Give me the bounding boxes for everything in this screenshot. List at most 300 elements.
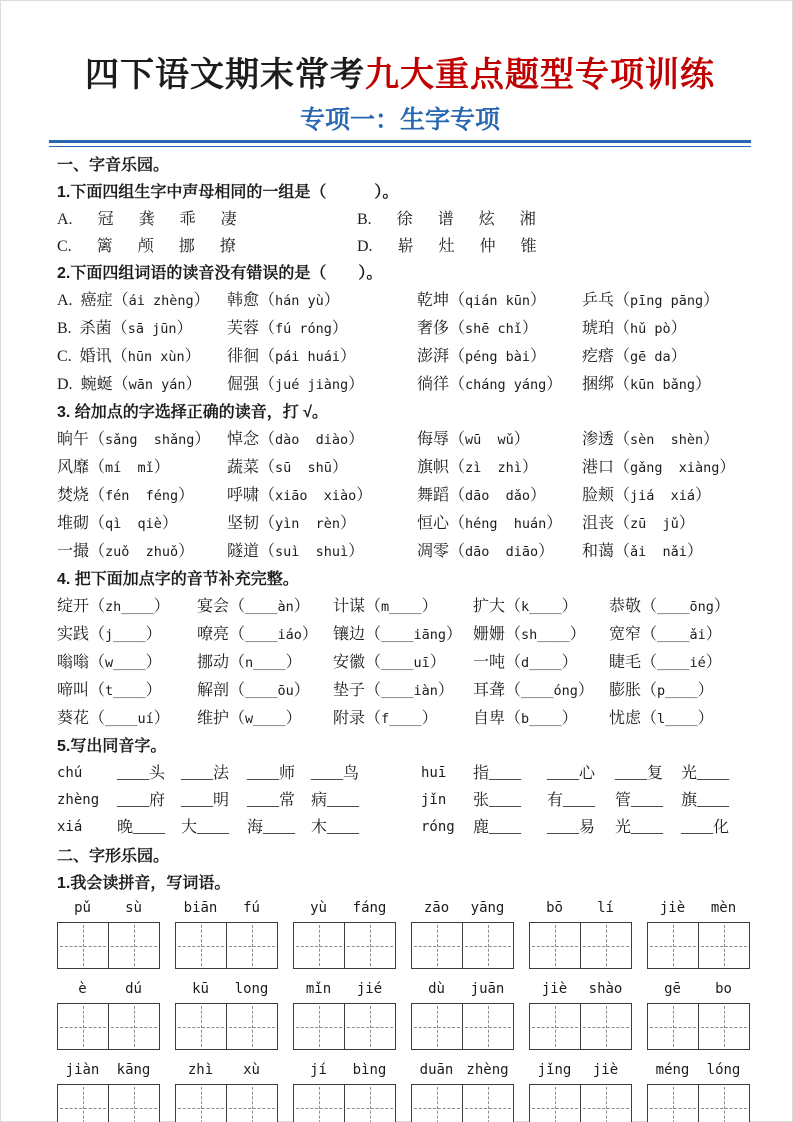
word-text: 安徽（ — [333, 654, 382, 672]
write-group — [529, 900, 632, 969]
q2-row — [57, 371, 743, 399]
option-row — [357, 206, 743, 233]
page-subtitle: 专项一：生字专项 — [299, 106, 500, 135]
word-item — [227, 426, 417, 454]
word-text: ） — [561, 598, 578, 616]
homophone-item: 光____ — [681, 765, 730, 783]
word-text: 徘徊（ — [227, 348, 276, 366]
writing-grid — [647, 922, 750, 969]
writing-cell — [580, 1085, 631, 1122]
homophone-item: ____头 — [117, 765, 166, 783]
word-text: 旗帜（ — [417, 459, 466, 477]
pinyin-syllable: jǐng — [537, 1062, 572, 1079]
word-text: 镶边（ — [333, 626, 382, 644]
pinyin-syllable: dù — [428, 981, 445, 998]
writing-cell — [226, 1004, 277, 1049]
homophone-item: 指____ — [473, 765, 522, 783]
word-text: ） — [697, 682, 714, 700]
writing-cell — [462, 923, 513, 968]
write-group — [529, 1062, 632, 1122]
pinyin-text: fú róng — [275, 321, 332, 338]
word-text: 港口（ — [582, 459, 631, 477]
pinyin-pair — [529, 981, 632, 1003]
pinyin-syllable: jié — [356, 981, 383, 998]
word-text: 绽开（ — [57, 598, 106, 616]
pinyin-text: pīng pāng — [630, 293, 704, 310]
word-text: 宽窄（ — [609, 626, 658, 644]
q1-options — [57, 206, 743, 260]
pinyin-pair — [411, 900, 514, 922]
word-text: ） — [530, 487, 547, 505]
writing-grid — [411, 1084, 514, 1122]
write-group — [647, 1062, 750, 1122]
write-group — [647, 981, 750, 1050]
pinyin-text: qì qiè — [105, 516, 162, 533]
word-item — [609, 649, 743, 677]
word-text: ） — [185, 376, 202, 394]
word-item — [609, 705, 743, 733]
word-text: ） — [546, 515, 563, 533]
writing-grid-rows — [57, 900, 743, 1122]
option-char: 灶 — [438, 238, 455, 256]
word-text: 扩大（ — [473, 598, 522, 616]
word-item — [417, 343, 582, 371]
pinyin-label: huī — [421, 765, 447, 782]
pinyin-syllable: pǔ — [74, 900, 91, 917]
word-text: 舞蹈（ — [417, 487, 466, 505]
writing-cell — [58, 923, 108, 968]
pinyin-pair — [647, 981, 750, 1003]
word-item — [417, 315, 582, 343]
pinyin-text: yìn rèn — [275, 516, 341, 533]
word-text: ） — [546, 376, 563, 394]
writing-cell — [58, 1004, 108, 1049]
writing-grid — [293, 1003, 396, 1050]
word-item — [417, 482, 582, 510]
pinyin-text: wān yán — [128, 377, 186, 394]
writing-grid — [529, 1003, 632, 1050]
word-text: ） — [331, 459, 348, 477]
word-text: ） — [285, 710, 302, 728]
word-text: 嗡嗡（ — [57, 654, 106, 672]
pinyin-text: l____ — [657, 711, 698, 728]
homophone-item: ____明 — [181, 792, 230, 810]
word-item — [57, 315, 227, 343]
pinyin-text: jué jiàng — [275, 377, 349, 394]
pinyin-syllable: sù — [125, 900, 142, 917]
option-char: 凄 — [220, 211, 237, 229]
word-text: ） — [194, 431, 211, 449]
pinyin-syllable: shào — [588, 981, 623, 998]
word-text: ） — [161, 515, 178, 533]
writing-cell — [698, 923, 749, 968]
write-row — [57, 981, 743, 1050]
q4-stem: 4. 把下面加点字的音节补充完整。 — [57, 571, 299, 589]
word-item — [582, 287, 743, 315]
word-text: 呼啸（ — [227, 487, 276, 505]
option-char: 龚 — [138, 211, 155, 229]
word-text: ） — [695, 376, 712, 394]
pinyin-pair — [57, 1062, 160, 1084]
writing-cell — [344, 1004, 395, 1049]
write-group — [57, 900, 160, 969]
word-text: 忧虑（ — [609, 710, 658, 728]
pinyin-syllable: bō — [546, 900, 563, 917]
word-item — [227, 315, 417, 343]
word-text: ） — [293, 598, 310, 616]
word-item — [57, 343, 227, 371]
write-group — [411, 1062, 514, 1122]
word-item — [333, 649, 473, 677]
pinyin-pair — [529, 1062, 632, 1084]
word-item — [57, 538, 227, 566]
word-text: 一撮（ — [57, 543, 106, 561]
word-text: ） — [348, 376, 365, 394]
word-item — [57, 287, 227, 315]
q2-row — [57, 287, 743, 315]
word-text: ） — [348, 431, 365, 449]
word-item — [609, 677, 743, 705]
homophone-item: ____府 — [117, 792, 166, 810]
option-row — [357, 233, 743, 260]
writing-cell — [412, 923, 462, 968]
pinyin-text: gē da — [630, 349, 671, 366]
pinyin-syllable: yù — [310, 900, 327, 917]
option-char: 挪 — [178, 238, 195, 256]
word-text: 癌症（ — [80, 292, 129, 310]
pinyin-text: shē chǐ — [465, 321, 522, 338]
word-text: ） — [561, 710, 578, 728]
word-text: 维护（ — [197, 710, 246, 728]
option-char: 谱 — [437, 211, 454, 229]
pinyin-text: ____iáo — [245, 627, 302, 644]
word-text: ） — [521, 320, 538, 338]
pinyin-text: sèn shèn — [630, 432, 704, 449]
q3-row — [57, 538, 743, 566]
pinyin-syllable: zāo — [423, 900, 450, 917]
pinyin-text: gǎng xiàng — [630, 460, 720, 477]
word-text: ） — [340, 348, 357, 366]
pinyin-syllable: bìng — [352, 1062, 387, 1079]
word-item — [227, 482, 417, 510]
word-text: 蔬菜（ — [227, 459, 276, 477]
word-item — [197, 593, 333, 621]
pinyin-pair — [411, 1062, 514, 1084]
homophone-item: ____师 — [247, 765, 296, 783]
pinyin-text: sh____ — [521, 627, 570, 644]
pinyin-pair — [647, 900, 750, 922]
writing-cell — [698, 1004, 749, 1049]
pinyin-syllable: zhèng — [466, 1062, 509, 1079]
homophone-item: 管____ — [615, 792, 664, 810]
word-text: 挪动（ — [197, 654, 246, 672]
word-text: ） — [521, 459, 538, 477]
homophone-item: ____常 — [247, 792, 296, 810]
pinyin-text: kūn bǎng — [630, 377, 696, 394]
write-group — [293, 981, 396, 1050]
pinyin-text: fén féng — [105, 488, 179, 505]
pinyin-syllable: jiè — [659, 900, 686, 917]
homophone-item: ____法 — [181, 765, 230, 783]
pinyin-syllable: méng — [655, 1062, 690, 1079]
pinyin-text: pái huái — [275, 349, 341, 366]
word-item — [473, 705, 609, 733]
pinyin-label: xiá — [57, 819, 83, 836]
word-text: 澎湃（ — [417, 348, 466, 366]
pinyin-syllable: kāng — [116, 1062, 151, 1079]
pinyin-syllable: biān — [183, 900, 218, 917]
word-text: ） — [153, 598, 170, 616]
word-item — [227, 510, 417, 538]
word-item — [417, 371, 582, 399]
pinyin-text: xiāo xiào — [275, 488, 357, 505]
pinyin-text: ái zhèng — [128, 293, 194, 310]
pinyin-text: f____ — [381, 711, 422, 728]
pinyin-text: wū wǔ — [465, 432, 514, 449]
writing-grid — [175, 1003, 278, 1050]
word-text: 垫子（ — [333, 682, 382, 700]
word-text: ） — [705, 654, 722, 672]
word-item — [57, 621, 197, 649]
writing-cell — [344, 1085, 395, 1122]
writing-cell — [176, 1085, 226, 1122]
word-text: ） — [145, 626, 162, 644]
writing-grid — [57, 922, 160, 969]
word-text: ） — [713, 598, 730, 616]
pinyin-text: péng bài — [465, 349, 531, 366]
word-text: ） — [184, 348, 201, 366]
writing-cell — [294, 1004, 344, 1049]
word-text: 堆砌（ — [57, 515, 106, 533]
homophone-item: 晚____ — [117, 819, 166, 837]
word-item — [197, 705, 333, 733]
pinyin-syllable: mǐn — [305, 981, 332, 998]
word-item — [57, 510, 227, 538]
writing-cell — [344, 923, 395, 968]
pinyin-syllable: jiàn — [65, 1062, 100, 1079]
word-text: ） — [145, 654, 162, 672]
pinyin-text: b____ — [521, 711, 562, 728]
option-label: C. — [57, 238, 72, 256]
writing-cell — [648, 923, 698, 968]
word-text: ） — [331, 320, 348, 338]
q1-stem: 1.下面四组生字中声母相同的一组是（ ）。 — [57, 184, 399, 202]
word-text: ） — [703, 292, 720, 310]
writing-cell — [648, 1085, 698, 1122]
word-text: ） — [697, 710, 714, 728]
page-title — [57, 56, 743, 95]
word-item — [333, 705, 473, 733]
pinyin-text: qián kūn — [465, 293, 531, 310]
word-text: 蜿蜒（ — [80, 376, 129, 394]
word-item — [582, 538, 743, 566]
word-text: ） — [577, 682, 594, 700]
word-item — [227, 538, 417, 566]
pinyin-pair — [175, 1062, 278, 1084]
pinyin-text: héng huán — [465, 516, 547, 533]
word-text: ） — [695, 487, 712, 505]
writing-grid — [647, 1084, 750, 1122]
word-text: ） — [421, 710, 438, 728]
word-text: 啼叫（ — [57, 682, 106, 700]
writing-cell — [648, 1004, 698, 1049]
word-item — [227, 454, 417, 482]
word-text: ） — [285, 654, 302, 672]
pinyin-syllable: duān — [419, 1062, 454, 1079]
q2-row — [57, 343, 743, 371]
pinyin-syllable: lóng — [706, 1062, 741, 1079]
word-item — [57, 677, 197, 705]
pinyin-text: sǎng shǎng — [105, 432, 195, 449]
homophone-item: 海____ — [247, 819, 296, 837]
word-text: ） — [670, 320, 687, 338]
pinyin-text: ____ié — [657, 655, 706, 672]
word-item — [417, 538, 582, 566]
pinyin-text: w____ — [105, 655, 146, 672]
word-item — [57, 705, 197, 733]
q4-row — [57, 649, 743, 677]
option-row — [57, 233, 357, 260]
pinyin-syllable: jiè — [541, 981, 568, 998]
writing-grid — [411, 1003, 514, 1050]
pinyin-syllable: bo — [715, 981, 732, 998]
write-group — [175, 1062, 278, 1122]
word-text: 脸颊（ — [582, 487, 631, 505]
pinyin-text: zì zhì — [465, 460, 522, 477]
word-text: 凋零（ — [417, 543, 466, 561]
pinyin-text: ____ǎi — [657, 627, 706, 644]
q5-row — [57, 760, 743, 787]
word-text: 耳聋（ — [473, 682, 522, 700]
q3-row — [57, 454, 743, 482]
pinyin-text: ____iàn — [381, 683, 438, 700]
word-text: 睫毛（ — [609, 654, 658, 672]
pinyin-text: m____ — [381, 599, 422, 616]
word-text: 倔强（ — [227, 376, 276, 394]
word-text: 芙蓉（ — [227, 320, 276, 338]
word-text: ） — [530, 292, 547, 310]
pinyin-text: hǔ pò — [630, 321, 671, 338]
word-text: ） — [538, 543, 555, 561]
q5-row — [57, 787, 743, 814]
pinyin-text: dào diào — [275, 432, 349, 449]
pinyin-pair — [529, 900, 632, 922]
word-text: 焚烧（ — [57, 487, 106, 505]
write-group — [647, 900, 750, 969]
writing-grid — [647, 1003, 750, 1050]
pinyin-text: hán yù — [275, 293, 324, 310]
word-item — [582, 454, 743, 482]
option-label: A. — [57, 292, 77, 310]
word-text: ） — [703, 431, 720, 449]
option-char: 崭 — [397, 238, 414, 256]
word-text: 计谋（ — [333, 598, 382, 616]
writing-cell — [294, 923, 344, 968]
option-label: D. — [57, 376, 77, 394]
option-label: C. — [57, 348, 76, 366]
word-text: 沮丧（ — [582, 515, 631, 533]
word-text: ） — [356, 487, 373, 505]
word-text: 杀菌（ — [79, 320, 128, 338]
homophone-item: 木____ — [311, 819, 360, 837]
word-text: ） — [678, 515, 695, 533]
pinyin-label: chú — [57, 765, 83, 782]
word-text: 侮辱（ — [417, 431, 466, 449]
option-char: 仲 — [479, 238, 496, 256]
word-text: ） — [153, 459, 170, 477]
word-item — [582, 482, 743, 510]
pinyin-pair — [647, 1062, 750, 1084]
q3-rows — [57, 426, 743, 566]
pinyin-text: ____ōng — [657, 599, 714, 616]
word-text: ） — [569, 626, 586, 644]
writing-grid — [293, 922, 396, 969]
writing-cell — [226, 923, 277, 968]
q2-row — [57, 315, 743, 343]
word-text: 风靡（ — [57, 459, 106, 477]
word-item — [417, 287, 582, 315]
word-text: ） — [686, 543, 703, 561]
writing-cell — [108, 1004, 159, 1049]
pinyin-text: cháng yáng — [465, 377, 547, 394]
word-text: 婚讯（ — [79, 348, 128, 366]
pinyin-text: ____uī — [381, 655, 430, 672]
homophone-item: 病____ — [311, 792, 360, 810]
word-text: ） — [437, 682, 454, 700]
q4-row — [57, 593, 743, 621]
word-text: ） — [323, 292, 340, 310]
word-item — [227, 371, 417, 399]
option-char: 颅 — [137, 238, 154, 256]
pinyin-text: mí mǐ — [105, 460, 154, 477]
write-group — [529, 981, 632, 1050]
pinyin-text: ____óng — [521, 683, 578, 700]
word-text: 徜徉（ — [417, 376, 466, 394]
pinyin-text: ____iāng — [381, 627, 447, 644]
write-group — [57, 981, 160, 1050]
writing-cell — [108, 1085, 159, 1122]
word-text: 嘹亮（ — [197, 626, 246, 644]
word-text: 乾坤（ — [417, 292, 466, 310]
word-text: ） — [719, 459, 736, 477]
pinyin-pair — [293, 1062, 396, 1084]
pinyin-syllable: lí — [597, 900, 614, 917]
option-char: 乖 — [179, 211, 196, 229]
writing-cell — [530, 1004, 580, 1049]
write-group — [175, 900, 278, 969]
pinyin-text: hūn xùn — [127, 349, 185, 366]
writing-cell — [176, 923, 226, 968]
word-text: ） — [421, 598, 438, 616]
pinyin-syllable: juān — [470, 981, 505, 998]
write-row — [57, 1062, 743, 1122]
homophone-item: ____化 — [681, 819, 730, 837]
option-label: B. — [57, 320, 76, 338]
word-text: ） — [530, 348, 547, 366]
word-text: ） — [301, 626, 318, 644]
writing-cell — [294, 1085, 344, 1122]
pinyin-syllable: gē — [664, 981, 681, 998]
write-row — [57, 900, 743, 969]
word-item — [473, 621, 609, 649]
word-text: 隧道（ — [227, 543, 276, 561]
homophone-item: ____鸟 — [311, 765, 360, 783]
word-text: ） — [293, 682, 310, 700]
writing-cell — [462, 1085, 513, 1122]
writing-cell — [58, 1085, 108, 1122]
word-text: 坚韧（ — [227, 515, 276, 533]
write-group — [57, 1062, 160, 1122]
